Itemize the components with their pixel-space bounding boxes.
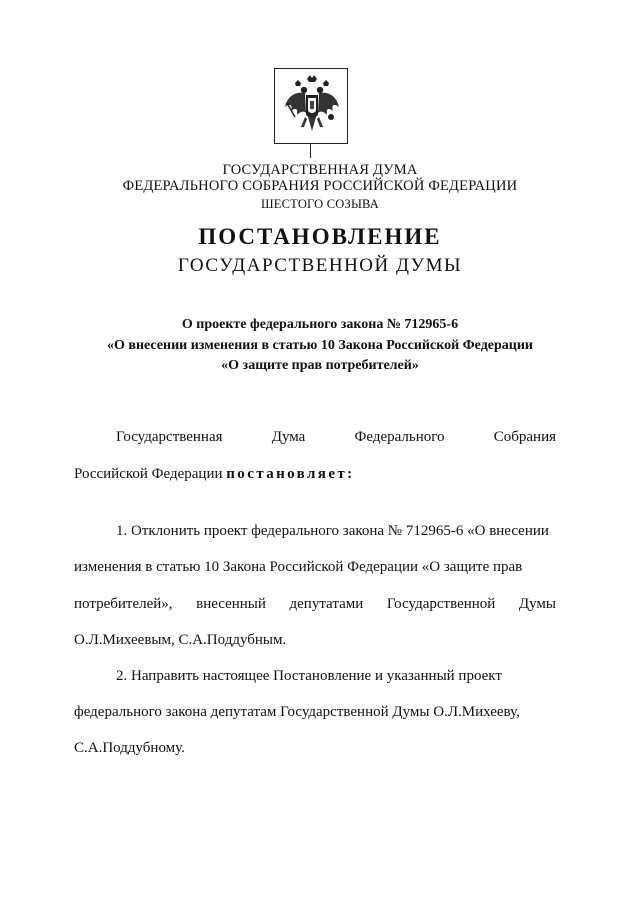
item2-line-3: С.А.Поддубному. bbox=[74, 740, 185, 756]
item1-line-3-word-2: внесенный bbox=[196, 596, 266, 612]
item1-line-1: 1. Отклонить проект федерального закона № 712965-6 «О внесении bbox=[116, 523, 549, 539]
subject-line-1: О проекте федерального закона № 712965-6 bbox=[181, 317, 459, 332]
item1-line-2: изменения в статью 10 Закона Российской Федерации «О защите прав bbox=[74, 559, 523, 575]
item1-line-3-word-3: депутатами bbox=[289, 596, 364, 612]
preamble-verb: постановляет: bbox=[226, 466, 355, 482]
item1-line-4: О.Л.Михеевым, С.А.Поддубным. bbox=[74, 632, 287, 648]
item2-line-1: 2. Направить настоящее Постановление и указанный проект bbox=[116, 668, 502, 684]
item1-line-3-word-5: Думы bbox=[518, 596, 556, 612]
item1-line-3-word-4: Государственной bbox=[386, 596, 496, 612]
item2-line-2: федерального закона депутатам Государственной Думы О.Л.Михееву, bbox=[74, 704, 520, 720]
preamble-word-2: Дума bbox=[271, 429, 306, 445]
document-subtitle: ГОСУДАРСТВЕННОЙ ДУМЫ bbox=[177, 255, 463, 276]
subject-line-3: «О защите прав потребителей» bbox=[221, 358, 419, 373]
emblem-frame bbox=[274, 68, 348, 144]
preamble-text: Российской Федерации bbox=[74, 466, 223, 482]
emblem-divider bbox=[310, 144, 311, 158]
preamble-word-4: Собрания bbox=[493, 429, 556, 445]
document-title: ПОСТАНОВЛЕНИЕ bbox=[198, 224, 442, 249]
item1-line-3 bbox=[74, 596, 556, 613]
header-line-3: ШЕСТОГО СОЗЫВА bbox=[260, 197, 380, 211]
russian-coat-of-arms-icon bbox=[281, 73, 343, 139]
preamble-word-1: Государственная bbox=[116, 429, 223, 445]
preamble-word-3: Федерального bbox=[354, 429, 445, 445]
item1-line-3-word-1: потребителей», bbox=[74, 596, 173, 612]
preamble-line-1 bbox=[116, 429, 556, 446]
header-line-2: ФЕДЕРАЛЬНОГО СОБРАНИЯ РОССИЙСКОЙ ФЕДЕРАЦИИ bbox=[122, 178, 518, 194]
preamble-line-2 bbox=[74, 466, 355, 483]
header-line-1: ГОСУДАРСТВЕННАЯ ДУМА bbox=[222, 162, 418, 178]
subject-line-2: «О внесении изменения в статью 10 Закона Российской Федерации bbox=[107, 338, 533, 353]
